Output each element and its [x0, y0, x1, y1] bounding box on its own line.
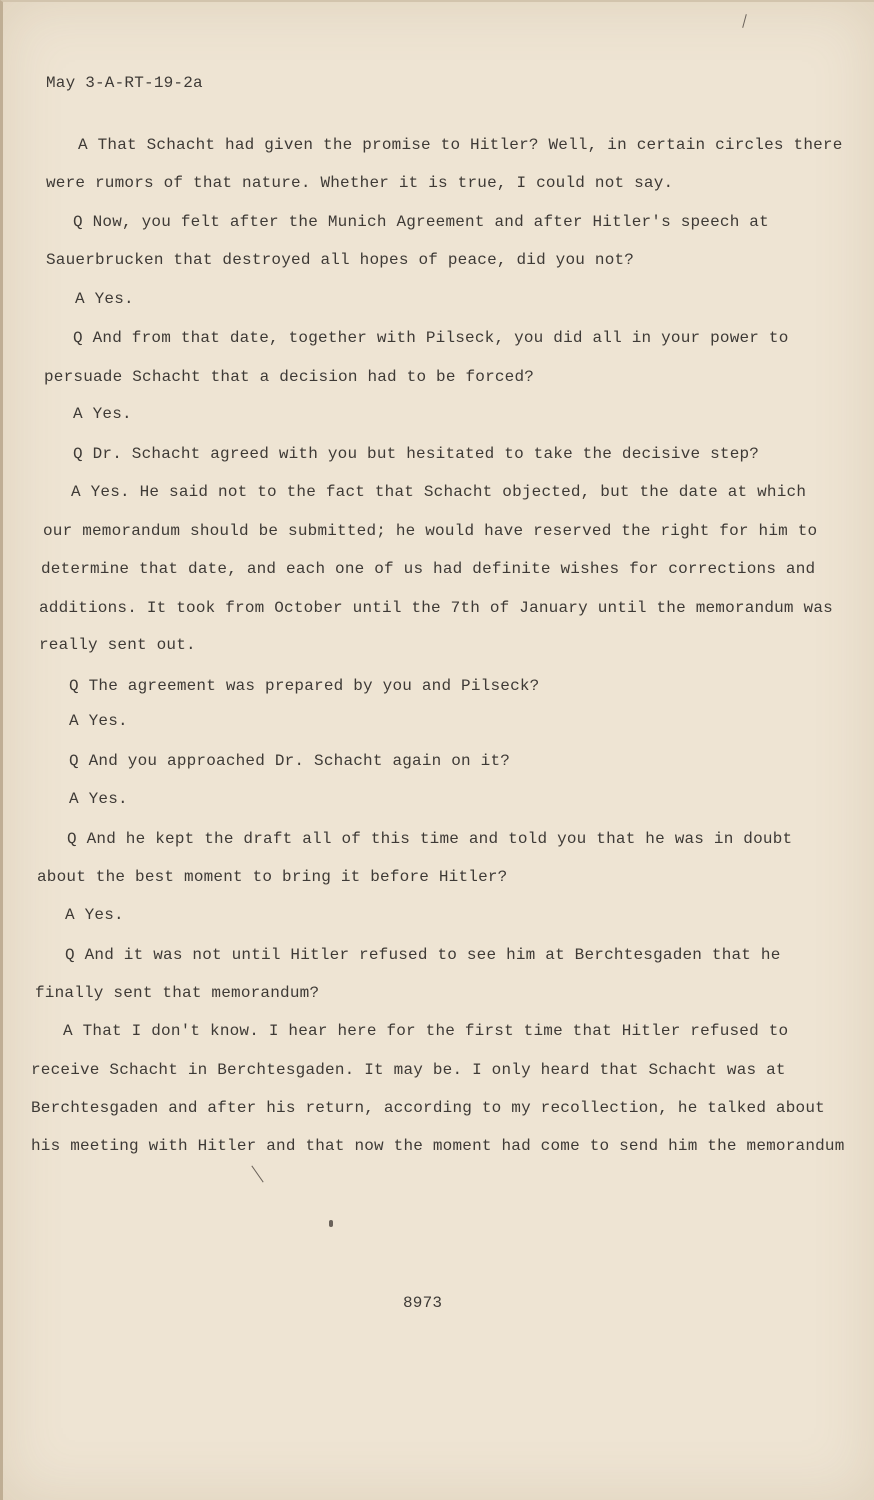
transcript-line: our memorandum should be submitted; he would have reserved the right for him to: [43, 522, 818, 540]
transcript-line: Q Dr. Schacht agreed with you but hesitated to take the decisive step?: [73, 445, 760, 463]
page-number: 8973: [403, 1294, 443, 1312]
transcript-line: were rumors of that nature. Whether it is true, I could not say.: [46, 174, 674, 192]
transcript-line: Q And he kept the draft all of this time and told you that he was in doubt: [67, 830, 793, 848]
transcript-line: Q Now, you felt after the Munich Agreement and after Hitler's speech at: [73, 213, 769, 231]
transcript-line: A Yes.: [65, 906, 124, 924]
transcript-line: really sent out.: [39, 636, 196, 654]
transcript-line: finally sent that memorandum?: [35, 984, 320, 1002]
transcript-line: receive Schacht in Berchtesgaden. It may be. I only heard that Schacht was at: [31, 1061, 786, 1079]
transcript-line: Sauerbrucken that destroyed all hopes of peace, did you not?: [46, 251, 635, 269]
stray-mark: [742, 14, 747, 28]
transcript-line: his meeting with Hitler and that now the moment had come to send him the memorandum: [31, 1137, 845, 1155]
transcript-line: additions. It took from October until the 7th of January until the memorandum was: [39, 599, 833, 617]
ink-speck: [329, 1220, 333, 1227]
transcript-line: A Yes.: [69, 790, 128, 808]
transcript-line: about the best moment to bring it before Hitler?: [37, 868, 508, 886]
transcript-line: A Yes.: [69, 712, 128, 730]
transcript-line: Berchtesgaden and after his return, according to my recollection, he talked about: [31, 1099, 825, 1117]
transcript-line: Q And from that date, together with Pilseck, you did all in your power to: [73, 329, 789, 347]
transcript-line: A Yes.: [73, 405, 132, 423]
transcript-line: A That I don't know. I hear here for the first time that Hitler refused to: [63, 1022, 789, 1040]
stray-mark: [251, 1166, 263, 1183]
transcript-line: A Yes. He said not to the fact that Schacht objected, but the date at which: [71, 483, 807, 501]
transcript-line: Q And you approached Dr. Schacht again on it?: [69, 752, 511, 770]
transcript-line: A That Schacht had given the promise to Hitler? Well, in certain circles there: [78, 136, 843, 154]
transcript-line: determine that date, and each one of us had definite wishes for corrections and: [41, 560, 816, 578]
transcript-line: A Yes.: [75, 290, 134, 308]
transcript-line: Q And it was not until Hitler refused to see him at Berchtesgaden that he: [65, 946, 781, 964]
transcript-line: Q The agreement was prepared by you and Pilseck?: [69, 677, 540, 695]
document-header: May 3-A-RT-19-2a: [46, 74, 203, 92]
transcript-line: persuade Schacht that a decision had to be forced?: [44, 368, 535, 386]
